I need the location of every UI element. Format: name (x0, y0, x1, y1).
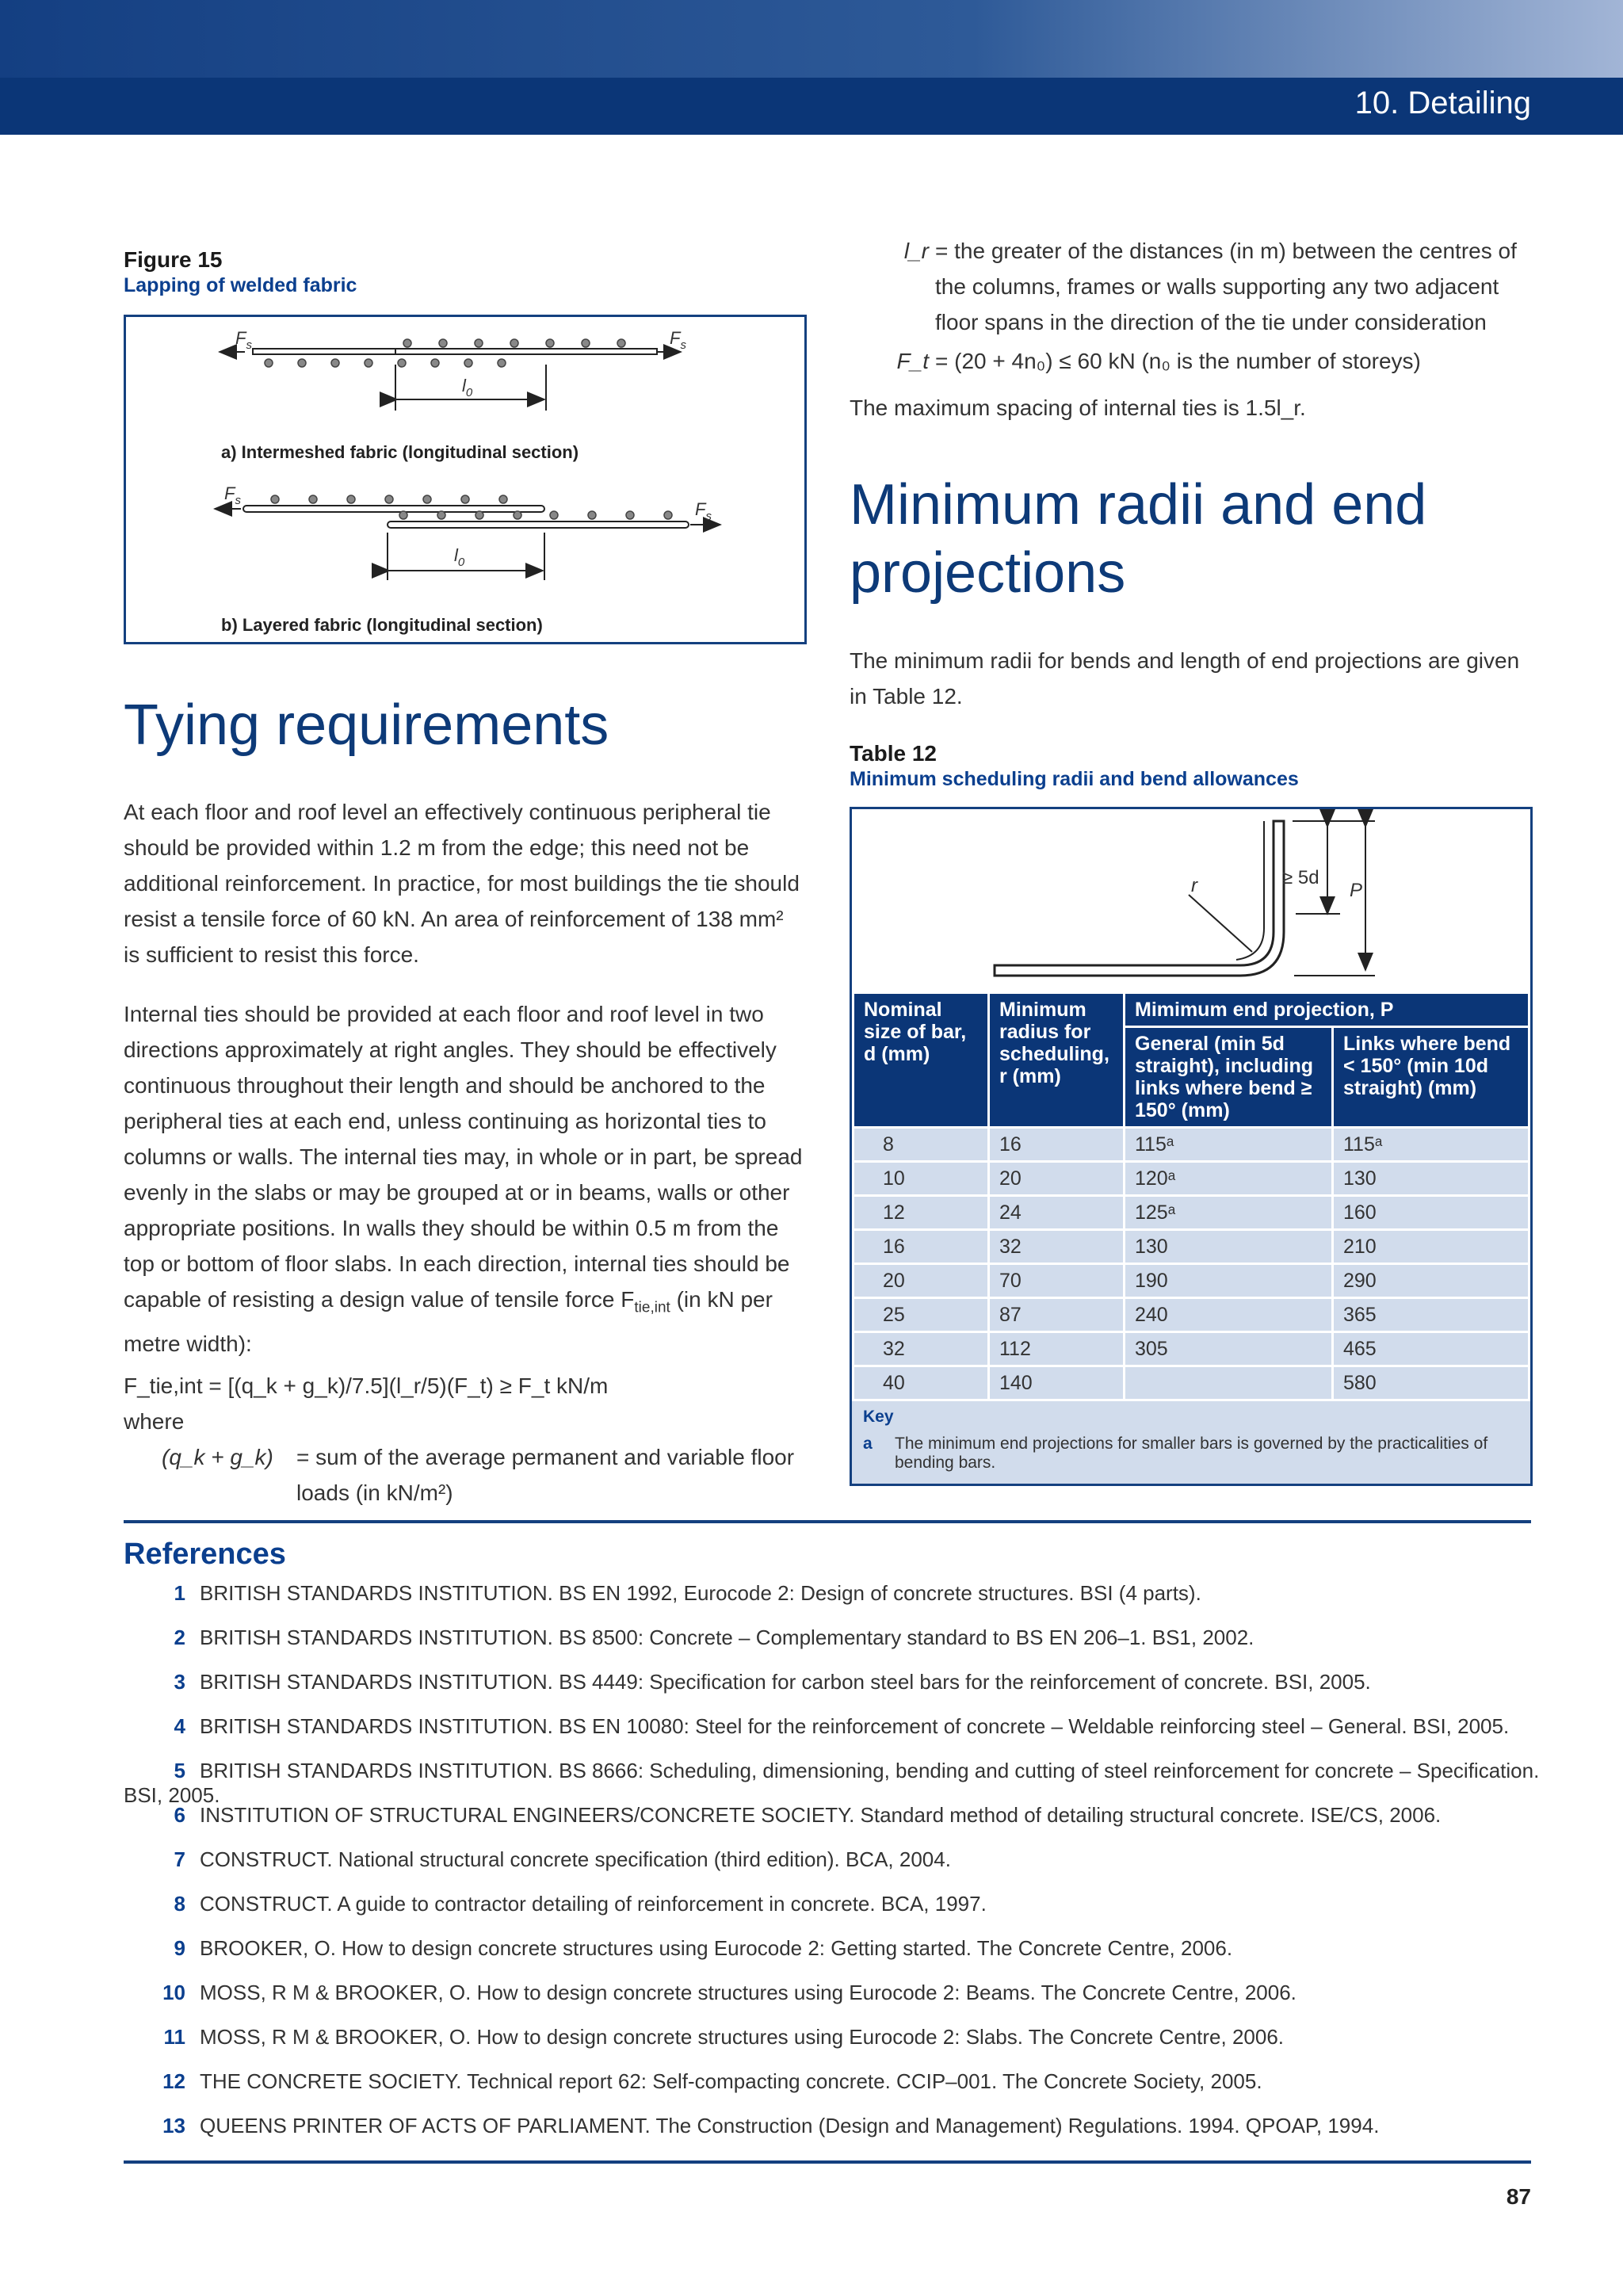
reference-number: 11 (163, 2025, 185, 2049)
table-label: Table 12 (850, 740, 937, 766)
table-cell: 25 (854, 1297, 989, 1331)
max-spacing-text: The maximum spacing of internal ties is 1.5l_r. (850, 395, 1306, 420)
tying-section (124, 691, 805, 1511)
figure-15-box (124, 315, 807, 644)
fs-label-a-left: $F_s$ (235, 328, 252, 352)
reference-number: 1 (174, 1581, 185, 1605)
table-row (854, 1366, 1529, 1400)
reference-item (124, 1581, 1566, 1606)
radius-label: r (1191, 874, 1197, 896)
chapter-title: 10. Detailing (1354, 86, 1531, 120)
reference-text: CONSTRUCT. National structural concrete specification (third edition). BCA, 2004. (200, 1847, 951, 1871)
table-cell: 140 (989, 1366, 1125, 1400)
bent-bar-inner-line (1236, 821, 1264, 960)
header-end-projection: Mimimum end projection, P (1125, 992, 1529, 1026)
reference-number: 12 (162, 2069, 185, 2093)
table-cell: 115ᵃ (1333, 1127, 1529, 1161)
table-cell: 32 (854, 1331, 989, 1366)
reference-item (124, 1714, 1566, 1739)
key-note-a-text: The minimum end projections for smaller bars is governed by the practicalities of bending bars. (895, 1434, 1488, 1472)
figure-caption: Lapping of welded fabric (124, 274, 357, 296)
radii-section (850, 471, 1531, 1486)
reference-text: BRITISH STANDARDS INSTITUTION. BS 8500: Concrete – Complementary standard to BS EN 206–1. BS1, 2002. (200, 1626, 1254, 1649)
fs-label-a-right: $F_s$ (670, 328, 686, 352)
five-d-label: ≥ 5d (1282, 866, 1319, 888)
reference-item (124, 1626, 1566, 1650)
table-cell: 130 (1125, 1229, 1333, 1263)
table-cell: 12 (854, 1195, 989, 1229)
header-min-radius: Minimum radius for scheduling, r (mm) (989, 992, 1125, 1127)
references-top-rule (124, 1520, 1531, 1523)
table-cell: 8 (854, 1127, 989, 1161)
table-cell: 16 (989, 1127, 1125, 1161)
table-cell (1125, 1366, 1333, 1400)
bend-diagram (852, 809, 1530, 991)
bend-diagram-svg (852, 809, 1530, 991)
reference-item (124, 1981, 1566, 2005)
key-note-a-mark: a (863, 1434, 873, 1453)
reference-number: 9 (174, 1936, 185, 1960)
reference-number: 13 (162, 2114, 185, 2137)
reference-number: 4 (174, 1714, 185, 1738)
bar-b-upper (243, 506, 544, 512)
table-cell: 40 (854, 1366, 989, 1400)
references-bottom-rule (124, 2160, 1531, 2164)
def-floor-loads-term: (q_k + g_k) (162, 1444, 273, 1469)
reference-text: MOSS, R M & BROOKER, O. How to design concrete structures using Eurocode 2: Slabs. The Concrete Centre, 2006. (200, 2025, 1285, 2049)
reference-text: THE CONCRETE SOCIETY. Technical report 62: Self-compacting concrete. CCIP–001. The Concrete Society, 2005. (200, 2069, 1262, 2093)
def-floor-loads (124, 1439, 805, 1511)
tying-para-1: At each floor and roof level an effectively continuous peripheral tie should be provided within 1.2 m from the edge; this need not be additional reinforcement. In practice, for most buildings the tie should resist a tensile force of 60 kN. An area of reinforcement of 138 mm² is sufficient to resist this force. (124, 800, 800, 968)
references-title: References (124, 1538, 286, 1571)
table-row (854, 1127, 1529, 1161)
reference-item (124, 1759, 1566, 1808)
reference-number: 8 (174, 1892, 185, 1916)
radii-table (852, 991, 1530, 1401)
table-caption: Minimum scheduling radii and bend allowances (850, 767, 1299, 790)
table-body (854, 1127, 1529, 1400)
reference-text: MOSS, R M & BROOKER, O. How to design concrete structures using Eurocode 2: Beams. The Concrete Centre, 2006. (200, 1981, 1296, 2004)
reference-number: 5 (174, 1759, 185, 1782)
reference-number: 6 (174, 1803, 185, 1827)
figure-15-block (124, 247, 805, 644)
l0-label-a: $l_0$ (462, 376, 473, 399)
table-cell: 465 (1333, 1331, 1529, 1366)
def-lr (850, 233, 1531, 340)
table-cell: 290 (1333, 1263, 1529, 1297)
table-cell: 20 (854, 1263, 989, 1297)
reference-text: BRITISH STANDARDS INSTITUTION. BS 4449: Specification for carbon steel bars for the reinforcement of concrete. BSI, 2005. (200, 1670, 1371, 1694)
key-note-a (863, 1435, 1519, 1473)
p-label: P (1350, 879, 1363, 901)
table-cell: 305 (1125, 1331, 1333, 1366)
table-key (852, 1401, 1530, 1484)
table-cell: 160 (1333, 1195, 1529, 1229)
l0-label-b: $l_0$ (454, 545, 465, 569)
table-cell: 20 (989, 1161, 1125, 1195)
reference-text: INSTITUTION OF STRUCTURAL ENGINEERS/CONCRETE SOCIETY. Standard method of detailing structural concrete. ISE/CS, 2006. (200, 1803, 1442, 1827)
table-cell: 70 (989, 1263, 1125, 1297)
radii-heading (850, 471, 1531, 608)
table-cell: 115ᵃ (1125, 1127, 1333, 1161)
reference-text: QUEENS PRINTER OF ACTS OF PARLIAMENT. The Construction (Design and Management) Regulations. 1994. QPOAP, 1994. (200, 2114, 1380, 2137)
radius-leader (1189, 895, 1252, 952)
bar-a-right (395, 349, 657, 354)
table-cell: 365 (1333, 1297, 1529, 1331)
header-general: General (min 5d straight), including links where bend ≥ 150° (mm) (1125, 1026, 1333, 1127)
reference-item (124, 2025, 1566, 2050)
figure-label: Figure 15 (124, 247, 223, 272)
table-cell: 10 (854, 1161, 989, 1195)
radii-para: The minimum radii for bends and length of end projections are given in Table 12. (850, 648, 1520, 709)
part-a-label: a) Intermeshed fabric (longitudinal section) (221, 442, 579, 462)
table-cell: 112 (989, 1331, 1125, 1366)
reference-item (124, 2069, 1566, 2094)
tie-definitions (850, 233, 1531, 426)
page-number: 87 (1506, 2184, 1531, 2209)
table-row (854, 1331, 1529, 1366)
def-ft-term: F_t (896, 349, 929, 373)
table-cell: 16 (854, 1229, 989, 1263)
reference-number: 7 (174, 1847, 185, 1871)
header-bar-size: Nominal size of bar, d (mm) (854, 992, 989, 1127)
tying-para-2: Internal ties should be provided at each floor and roof level in two directions approximately at right angles. They should be effectively continuous throughout their length and should be anchored to the peripheral ties at each end, unless continuing as horizontal ties to columns or walls. The internal ties may, in whole or in part, be spread evenly in the slabs or may be grouped at or in beams, walls or other appropriate positions. In walls they should be within 0.5 m from the top or bottom of floor slabs. In each direction, internal ties should be capable of resisting a design value of tensile force $F_{tie,int}$ (in kN per metre width): (124, 1002, 803, 1356)
def-lr-text: = the greater of the distances (in m) between the centres of the columns, frames or walls supporting any two adjacent floor spans in the direction of the tie under consideration (935, 239, 1517, 334)
table-cell: 32 (989, 1229, 1125, 1263)
reference-number: 10 (162, 1981, 185, 2004)
radii-heading-line-1: Minimum radii and end (850, 473, 1427, 537)
reference-text: BRITISH STANDARDS INSTITUTION. BS 8666: Scheduling, dimensioning, bending and cutting of steel reinforcement for concrete – Specification. BSI, 2005. (124, 1759, 1540, 1807)
reference-item (124, 2114, 1566, 2138)
table-row (854, 1229, 1529, 1263)
bar-b-lower (388, 521, 689, 528)
table-cell: 120ᵃ (1125, 1161, 1333, 1195)
table-cell: 87 (989, 1297, 1125, 1331)
table-cell: 130 (1333, 1161, 1529, 1195)
table-cell: 125ᵃ (1125, 1195, 1333, 1229)
reference-text: BRITISH STANDARDS INSTITUTION. BS EN 10080: Steel for the reinforcement of concrete – Weldable reinforcing steel – General. BSI, 2005. (200, 1714, 1510, 1738)
table-row (854, 1263, 1529, 1297)
reference-number: 2 (174, 1626, 185, 1649)
fs-label-b-right: $F_s$ (695, 499, 712, 523)
where-label: where (124, 1408, 185, 1434)
reference-item (124, 1803, 1566, 1828)
table-row (854, 1297, 1529, 1331)
tie-force-equation: F_tie,int = [(q_k + g_k)/7.5](l_r/5)(F_t) ≥ F_t kN/m (124, 1373, 609, 1398)
def-floor-loads-text: = sum of the average permanent and variable floor loads (in kN/m²) (296, 1444, 795, 1505)
bent-bar-outer (995, 821, 1284, 976)
reference-item (124, 1670, 1566, 1694)
reference-item (124, 1936, 1566, 1961)
radii-heading-line-2: projections (850, 541, 1126, 606)
key-title: Key (863, 1407, 894, 1426)
reference-number: 3 (174, 1670, 185, 1694)
tying-heading: Tying requirements (124, 693, 609, 757)
header-upper (0, 0, 1623, 78)
def-lr-term: l_r (903, 239, 929, 263)
header-links: Links where bend < 150° (min 10d straight) (mm) (1333, 1026, 1529, 1127)
welded-fabric-diagram (126, 317, 804, 642)
table-cell: 240 (1125, 1297, 1333, 1331)
reference-text: BRITISH STANDARDS INSTITUTION. BS EN 1992, Eurocode 2: Design of concrete structures. BSI (4 parts). (200, 1581, 1201, 1605)
table-cell: 210 (1333, 1229, 1529, 1263)
reference-text: BROOKER, O. How to design concrete structures using Eurocode 2: Getting started. The Concrete Centre, 2006. (200, 1936, 1233, 1960)
reference-text: CONSTRUCT. A guide to contractor detailing of reinforcement in concrete. BCA, 1997. (200, 1892, 987, 1916)
table-cell: 24 (989, 1195, 1125, 1229)
table-12 (850, 807, 1533, 1486)
table-cell: 580 (1333, 1366, 1529, 1400)
def-ft-text: = (20 + 4n₀) ≤ 60 kN (n₀ is the number of storeys) (935, 349, 1421, 373)
reference-item (124, 1892, 1566, 1916)
table-row (854, 1161, 1529, 1195)
table-row (854, 1195, 1529, 1229)
reference-item (124, 1847, 1566, 1872)
def-ft (850, 343, 1531, 379)
fs-label-b-left: $F_s$ (224, 483, 241, 507)
part-b-label: b) Layered fabric (longitudinal section) (221, 615, 543, 635)
table-cell: 190 (1125, 1263, 1333, 1297)
